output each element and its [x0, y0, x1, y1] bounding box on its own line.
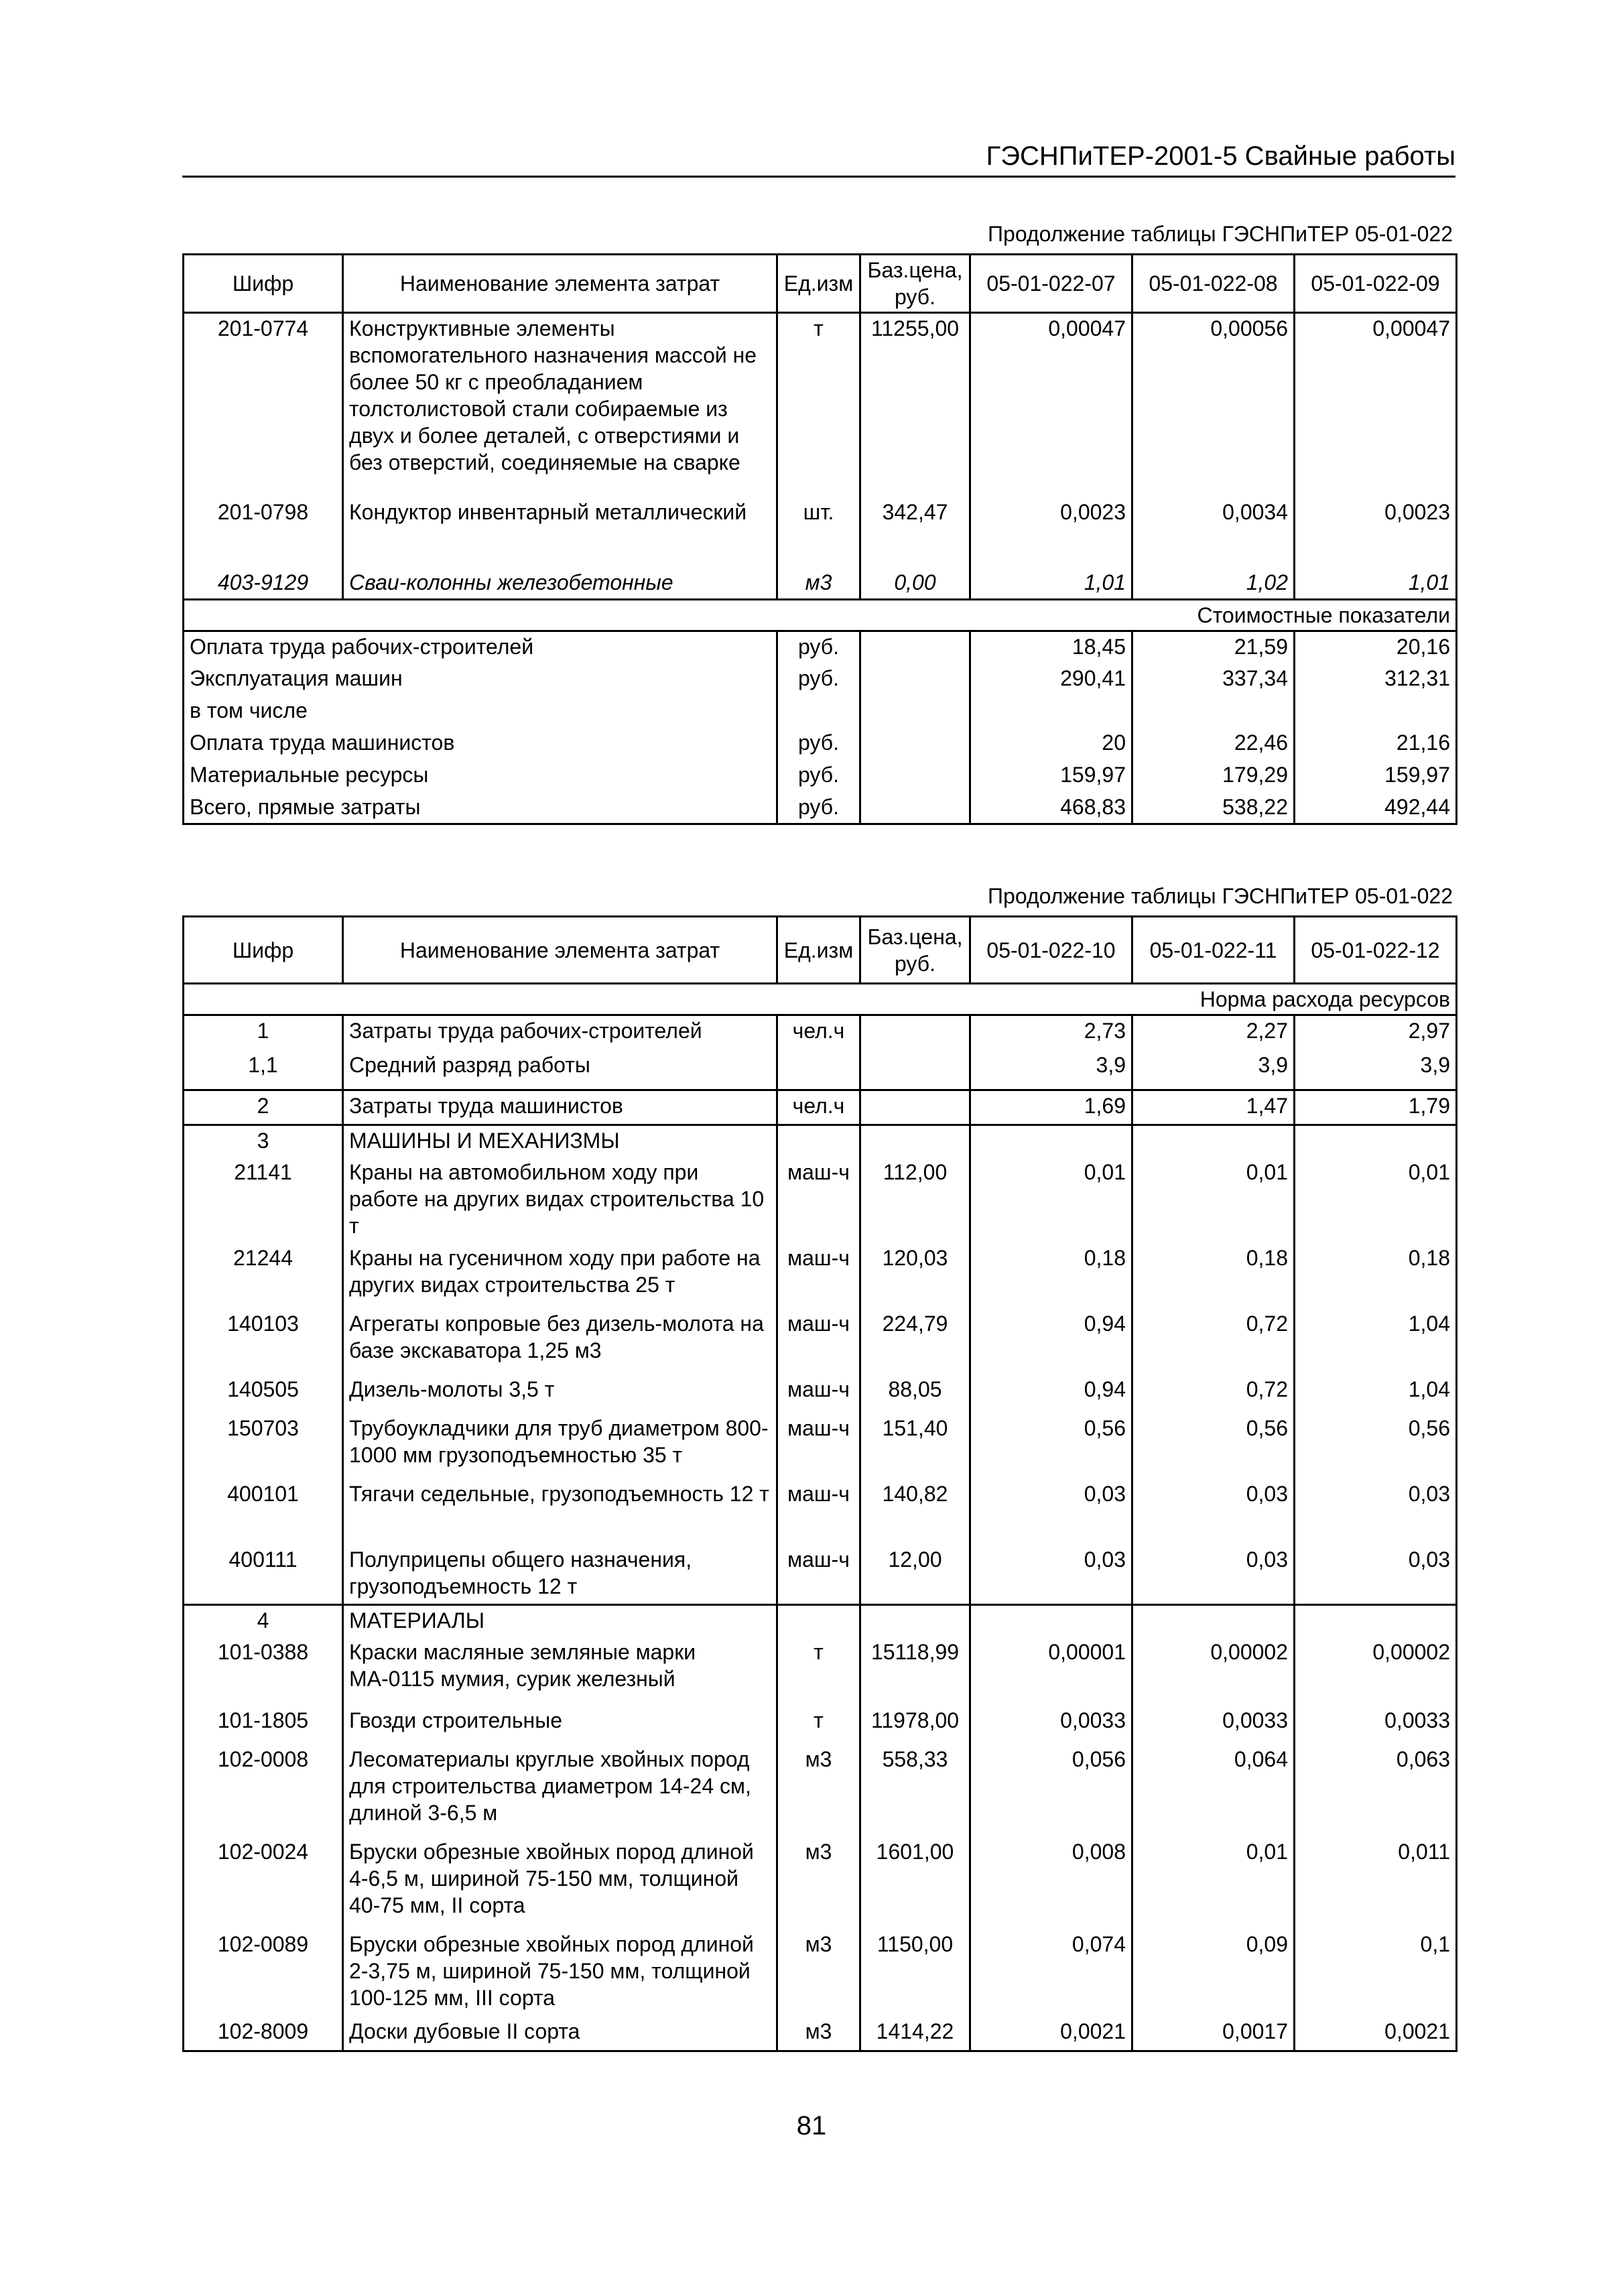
row-unit: маш-ч	[777, 1413, 860, 1479]
table-row	[184, 696, 1457, 728]
row-name: Трубоукладчики для труб диаметром 800-1000 мм грузоподъемностью 35 т	[343, 1413, 777, 1479]
row-value-1: 0,008	[970, 1837, 1132, 1929]
row-price: 224,79	[860, 1309, 970, 1375]
row-unit: м3	[777, 1837, 860, 1929]
row-value-1: 0,0033	[970, 1706, 1132, 1744]
summary-value-2: 22,46	[1132, 728, 1295, 760]
row-value-3: 0,03	[1295, 1479, 1457, 1545]
summary-unit: руб.	[777, 631, 860, 663]
row-unit	[777, 1605, 860, 1637]
row-price: 88,05	[860, 1375, 970, 1413]
row-code: 400101	[184, 1479, 343, 1545]
summary-name: Всего, прямые затраты	[184, 792, 777, 824]
row-value-1: 0,94	[970, 1375, 1132, 1413]
row-value-3: 1,01	[1295, 568, 1457, 600]
row-value-3: 0,00047	[1295, 313, 1457, 497]
row-code: 3	[184, 1125, 343, 1157]
row-value-3: 0,00002	[1295, 1637, 1457, 1706]
row-unit: т	[777, 1637, 860, 1706]
row-value-1: 0,00047	[970, 313, 1132, 497]
row-value-2: 3,9	[1132, 1050, 1295, 1090]
summary-unit: руб.	[777, 792, 860, 824]
section-title-machines: МАШИНЫ И МЕХАНИЗМЫ	[343, 1125, 777, 1157]
row-price	[860, 1605, 970, 1637]
row-value-3: 0,011	[1295, 1837, 1457, 1929]
header-rule	[182, 176, 1455, 178]
summary-value-3: 312,31	[1295, 663, 1457, 696]
summary-unit: руб.	[777, 728, 860, 760]
row-unit: т	[777, 313, 860, 497]
row-code: 403-9129	[184, 568, 343, 600]
row-value-3: 0,03	[1295, 1545, 1457, 1605]
row-unit	[777, 1125, 860, 1157]
row-price: 151,40	[860, 1413, 970, 1479]
row-value-1: 0,00001	[970, 1637, 1132, 1706]
row-value-2: 0,03	[1132, 1479, 1295, 1545]
summary-value-1: 290,41	[970, 663, 1132, 696]
row-price: 11255,00	[860, 313, 970, 497]
table-row	[184, 1637, 1457, 1706]
row-name: Агрегаты копровые без дизель-молота на базе экскаватора 1,25 м3	[343, 1309, 777, 1375]
row-value-3	[1295, 1125, 1457, 1157]
row-price	[860, 1050, 970, 1090]
row-value-1: 0,01	[970, 1157, 1132, 1243]
row-unit: м3	[777, 1744, 860, 1837]
row-price	[860, 1125, 970, 1157]
row-name: Лесоматериалы круглые хвойных пород для строительства диаметром 14-24 см, длиной 3-6,5 м	[343, 1744, 777, 1837]
row-name: Конструктивные элементы вспомогательного назначения массой не более 50 кг с преобладанием толстолистовой стали собираемые из двух и более деталей, с отверстиями и без отверстий, соединяемые на сварке	[343, 313, 777, 497]
summary-unit: руб.	[777, 663, 860, 696]
row-value-3: 0,01	[1295, 1157, 1457, 1243]
table2-band-resource-norms: Норма расхода ресурсов	[184, 984, 1457, 1015]
row-unit: чел.ч	[777, 1090, 860, 1125]
table-row	[184, 1125, 1457, 1157]
row-name: Затраты труда машинистов	[343, 1090, 777, 1125]
table-row	[184, 631, 1457, 663]
row-code: 2	[184, 1090, 343, 1125]
row-unit: маш-ч	[777, 1157, 860, 1243]
table1-header-name: Наименование элемента затрат	[343, 255, 777, 313]
table-row	[184, 760, 1457, 792]
table-row	[184, 1375, 1457, 1413]
row-name: Полуприцепы общего назначения, грузоподъемность 12 т	[343, 1545, 777, 1605]
table-row	[184, 1706, 1457, 1744]
row-price: 140,82	[860, 1479, 970, 1545]
table-row	[184, 1309, 1457, 1375]
row-value-3: 0,063	[1295, 1744, 1457, 1837]
summary-name: Оплата труда рабочих-строителей	[184, 631, 777, 663]
row-unit: маш-ч	[777, 1309, 860, 1375]
row-price: 120,03	[860, 1243, 970, 1309]
row-code: 1,1	[184, 1050, 343, 1090]
row-unit: м3	[777, 1929, 860, 2017]
row-value-1: 0,074	[970, 1929, 1132, 2017]
summary-unit	[777, 696, 860, 728]
row-code: 101-0388	[184, 1637, 343, 1706]
row-unit	[777, 1050, 860, 1090]
summary-name: Оплата труда машинистов	[184, 728, 777, 760]
section-title-materials: МАТЕРИАЛЫ	[343, 1605, 777, 1637]
row-value-3	[1295, 1605, 1457, 1637]
table-row	[184, 1157, 1457, 1243]
row-value-3: 0,0033	[1295, 1706, 1457, 1744]
table1-header-col2: 05-01-022-08	[1132, 255, 1295, 313]
table1-header-col1: 05-01-022-07	[970, 255, 1132, 313]
row-value-2: 0,0034	[1132, 497, 1295, 568]
table1-header-col3: 05-01-022-09	[1295, 255, 1457, 313]
table-row	[184, 1479, 1457, 1545]
row-name: Бруски обрезные хвойных пород длиной 4-6,5 м, шириной 75-150 мм, толщиной 40-75 мм, II сорта	[343, 1837, 777, 1929]
table1-band-cost-indicators: Стоимостные показатели	[184, 600, 1457, 631]
summary-value-2: 179,29	[1132, 760, 1295, 792]
row-price: 12,00	[860, 1545, 970, 1605]
row-code: 140505	[184, 1375, 343, 1413]
table2-header-unit: Ед.изм	[777, 917, 860, 984]
summary-value-3	[1295, 696, 1457, 728]
row-value-1: 0,94	[970, 1309, 1132, 1375]
row-price: 15118,99	[860, 1637, 970, 1706]
row-value-3: 1,04	[1295, 1375, 1457, 1413]
row-value-3: 1,79	[1295, 1090, 1457, 1125]
table-row	[184, 1090, 1457, 1125]
summary-value-1: 468,83	[970, 792, 1132, 824]
row-name: Дизель-молоты 3,5 т	[343, 1375, 777, 1413]
summary-value-2: 337,34	[1132, 663, 1295, 696]
row-price	[860, 1090, 970, 1125]
table-row	[184, 663, 1457, 696]
row-value-1: 0,03	[970, 1479, 1132, 1545]
table-row	[184, 2017, 1457, 2051]
summary-name: Материальные ресурсы	[184, 760, 777, 792]
row-value-3: 0,0023	[1295, 497, 1457, 568]
summary-name: Эксплуатация машин	[184, 663, 777, 696]
table1-header-unit: Ед.изм	[777, 255, 860, 313]
row-code: 201-0774	[184, 313, 343, 497]
row-name: Гвозди строительные	[343, 1706, 777, 1744]
row-value-1: 2,73	[970, 1015, 1132, 1050]
row-value-1: 0,03	[970, 1545, 1132, 1605]
table-row	[184, 1744, 1457, 1837]
row-name: Кондуктор инвентарный металлический	[343, 497, 777, 568]
table2-caption: Продолжение таблицы ГЭСНПиТЕР 05-01-022	[988, 884, 1453, 908]
row-value-3: 0,18	[1295, 1243, 1457, 1309]
row-code: 21141	[184, 1157, 343, 1243]
row-unit: м3	[777, 568, 860, 600]
row-code: 400111	[184, 1545, 343, 1605]
row-value-2: 0,03	[1132, 1545, 1295, 1605]
row-value-2: 0,56	[1132, 1413, 1295, 1479]
row-value-1: 0,056	[970, 1744, 1132, 1837]
row-price: 342,47	[860, 497, 970, 568]
row-unit: маш-ч	[777, 1243, 860, 1309]
row-name: Бруски обрезные хвойных пород длиной 2-3,75 м, шириной 75-150 мм, толщиной 100-125 мм, III сорта	[343, 1929, 777, 2017]
row-unit: м3	[777, 2017, 860, 2051]
row-value-3: 0,56	[1295, 1413, 1457, 1479]
row-code: 4	[184, 1605, 343, 1637]
table-row	[184, 1605, 1457, 1637]
table-row	[184, 1050, 1457, 1090]
summary-value-1	[970, 696, 1132, 728]
summary-value-2: 21,59	[1132, 631, 1295, 663]
row-name: Краски масляные земляные марки МА-0115 мумия, сурик железный	[343, 1637, 777, 1706]
table1-header-code: Шифр	[184, 255, 343, 313]
row-value-1	[970, 1605, 1132, 1637]
summary-unit: руб.	[777, 760, 860, 792]
row-code: 102-0024	[184, 1837, 343, 1929]
row-name: Тягачи седельные, грузоподъемность 12 т	[343, 1479, 777, 1545]
row-value-1	[970, 1125, 1132, 1157]
table-row	[184, 497, 1457, 568]
table-row	[184, 1413, 1457, 1479]
row-price: 558,33	[860, 1744, 970, 1837]
row-name: Краны на автомобильном ходу при работе на других видах строительства 10 т	[343, 1157, 777, 1243]
row-value-2: 0,09	[1132, 1929, 1295, 2017]
row-price: 1414,22	[860, 2017, 970, 2051]
row-unit: т	[777, 1706, 860, 1744]
row-value-1: 1,01	[970, 568, 1132, 600]
row-value-1: 0,56	[970, 1413, 1132, 1479]
summary-value-3: 159,97	[1295, 760, 1457, 792]
row-price: 0,00	[860, 568, 970, 600]
row-value-1: 1,69	[970, 1090, 1132, 1125]
row-value-2: 0,00002	[1132, 1637, 1295, 1706]
row-value-3: 2,97	[1295, 1015, 1457, 1050]
table2	[182, 915, 1457, 2052]
table-row	[184, 792, 1457, 824]
row-code: 21244	[184, 1243, 343, 1309]
table2-header-col3: 05-01-022-12	[1295, 917, 1457, 984]
row-value-3: 0,1	[1295, 1929, 1457, 2017]
row-code: 140103	[184, 1309, 343, 1375]
row-name: Сваи-колонны железобетонные	[343, 568, 777, 600]
row-name: Краны на гусеничном ходу при работе на других видах строительства 25 т	[343, 1243, 777, 1309]
table2-header-name: Наименование элемента затрат	[343, 917, 777, 984]
row-name: Средний разряд работы	[343, 1050, 777, 1090]
table1	[182, 253, 1457, 825]
table-row	[184, 1545, 1457, 1605]
row-value-2: 2,27	[1132, 1015, 1295, 1050]
summary-value-3: 20,16	[1295, 631, 1457, 663]
table-row	[184, 728, 1457, 760]
row-value-2: 0,0017	[1132, 2017, 1295, 2051]
table2-header-col1: 05-01-022-10	[970, 917, 1132, 984]
row-value-2: 0,01	[1132, 1157, 1295, 1243]
row-unit: шт.	[777, 497, 860, 568]
table2-header-col2: 05-01-022-11	[1132, 917, 1295, 984]
table-row	[184, 1015, 1457, 1050]
row-value-1: 0,0021	[970, 2017, 1132, 2051]
row-value-2: 0,00056	[1132, 313, 1295, 497]
row-price	[860, 1015, 970, 1050]
row-value-2: 0,01	[1132, 1837, 1295, 1929]
row-value-2: 0,0033	[1132, 1706, 1295, 1744]
row-code: 101-1805	[184, 1706, 343, 1744]
summary-value-1: 159,97	[970, 760, 1132, 792]
row-unit: маш-ч	[777, 1545, 860, 1605]
table2-header-price: Баз.цена, руб.	[860, 917, 970, 984]
table-row	[184, 568, 1457, 600]
row-price: 112,00	[860, 1157, 970, 1243]
page-number: 81	[796, 2111, 827, 2141]
row-value-2	[1132, 1125, 1295, 1157]
row-code: 1	[184, 1015, 343, 1050]
row-value-2: 1,47	[1132, 1090, 1295, 1125]
table1-header-price: Баз.цена, руб.	[860, 255, 970, 313]
summary-name: в том числе	[184, 696, 777, 728]
row-value-3: 0,0021	[1295, 2017, 1457, 2051]
summary-value-3: 492,44	[1295, 792, 1457, 824]
row-value-1: 0,0023	[970, 497, 1132, 568]
row-code: 102-0008	[184, 1744, 343, 1837]
row-value-2	[1132, 1605, 1295, 1637]
table-row	[184, 1243, 1457, 1309]
table-row	[184, 1837, 1457, 1929]
row-value-2: 0,72	[1132, 1375, 1295, 1413]
row-code: 201-0798	[184, 497, 343, 568]
row-value-3: 1,04	[1295, 1309, 1457, 1375]
row-unit: маш-ч	[777, 1479, 860, 1545]
row-code: 102-8009	[184, 2017, 343, 2051]
table1-caption: Продолжение таблицы ГЭСНПиТЕР 05-01-022	[988, 222, 1453, 246]
summary-value-2: 538,22	[1132, 792, 1295, 824]
summary-value-2	[1132, 696, 1295, 728]
page-header-title: ГЭСНПиТЕР-2001-5 Свайные работы	[986, 141, 1455, 171]
row-value-2: 1,02	[1132, 568, 1295, 600]
row-name: Доски дубовые II сорта	[343, 2017, 777, 2051]
row-code: 150703	[184, 1413, 343, 1479]
row-price: 11978,00	[860, 1706, 970, 1744]
row-value-2: 0,18	[1132, 1243, 1295, 1309]
row-value-2: 0,72	[1132, 1309, 1295, 1375]
row-code: 102-0089	[184, 1929, 343, 2017]
row-name: Затраты труда рабочих-строителей	[343, 1015, 777, 1050]
row-price: 1150,00	[860, 1929, 970, 2017]
row-value-3: 3,9	[1295, 1050, 1457, 1090]
table-row	[184, 1929, 1457, 2017]
row-unit: чел.ч	[777, 1015, 860, 1050]
summary-value-1: 20	[970, 728, 1132, 760]
table2-header-code: Шифр	[184, 917, 343, 984]
summary-value-1: 18,45	[970, 631, 1132, 663]
row-value-1: 0,18	[970, 1243, 1132, 1309]
table-row	[184, 313, 1457, 497]
row-value-2: 0,064	[1132, 1744, 1295, 1837]
summary-value-3: 21,16	[1295, 728, 1457, 760]
row-price: 1601,00	[860, 1837, 970, 1929]
row-value-1: 3,9	[970, 1050, 1132, 1090]
row-unit: маш-ч	[777, 1375, 860, 1413]
